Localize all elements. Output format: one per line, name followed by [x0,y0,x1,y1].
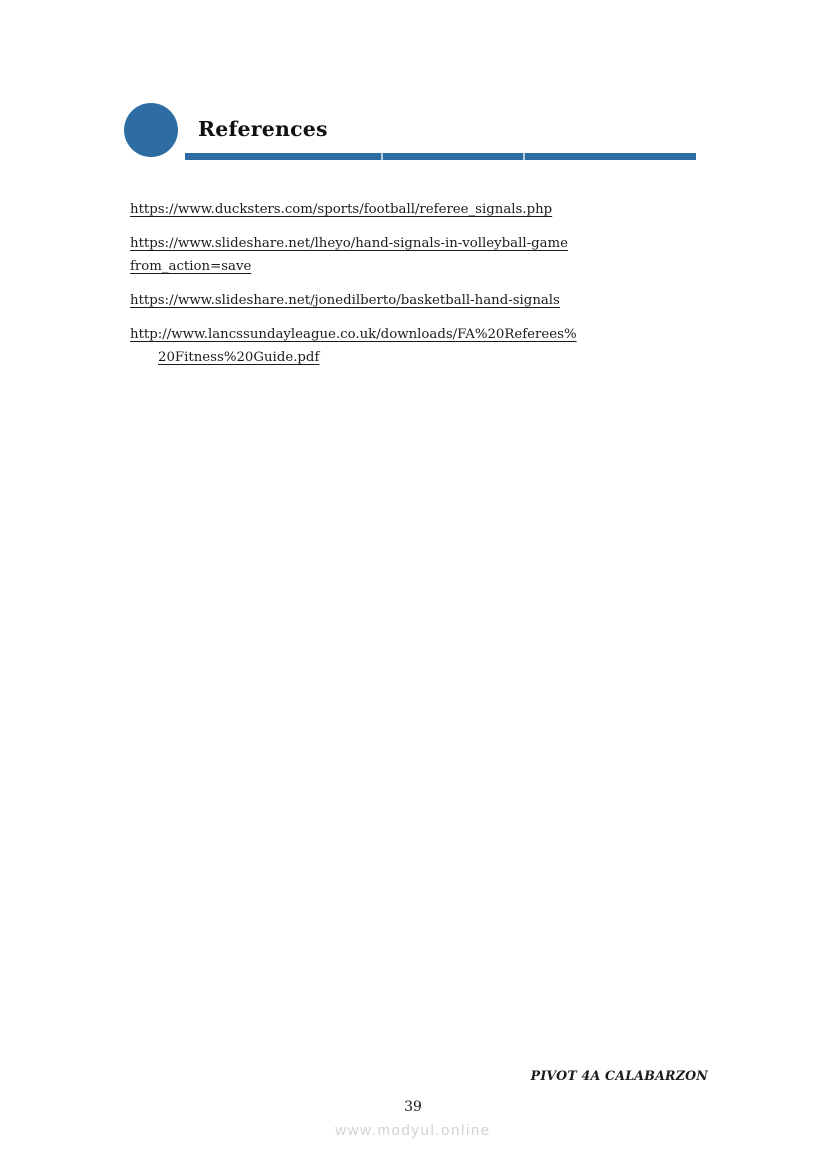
reference-line[interactable]: https://www.slideshare.net/jonedilberto/basketball-hand-signals [130,293,560,308]
reference-line[interactable]: http://www.lancssundayleague.co.uk/downloads/FA%20Referees% [130,327,577,342]
reference-line[interactable]: https://www.slideshare.net/lheyo/hand-signals-in-volleyball-game [130,236,569,251]
page-header [124,103,696,163]
page-number: 39 [404,1099,422,1115]
header-divider-bar [185,153,696,160]
reference-line[interactable]: 20Fitness%20Guide.pdf [158,350,320,365]
list-item [130,323,690,369]
header-circle-decoration [124,103,178,157]
list-item [130,232,690,278]
watermark: www.modyul.online [335,1122,491,1139]
reference-line[interactable]: https://www.ducksters.com/sports/football/referee_signals.php [130,202,553,217]
list-item [130,289,690,312]
reference-line[interactable]: from_action=save [130,259,252,274]
list-item [130,198,690,221]
reference-list [130,198,690,380]
footer-note: PIVOT 4A CALABARZON [530,1068,708,1083]
page-title: References [198,117,328,141]
